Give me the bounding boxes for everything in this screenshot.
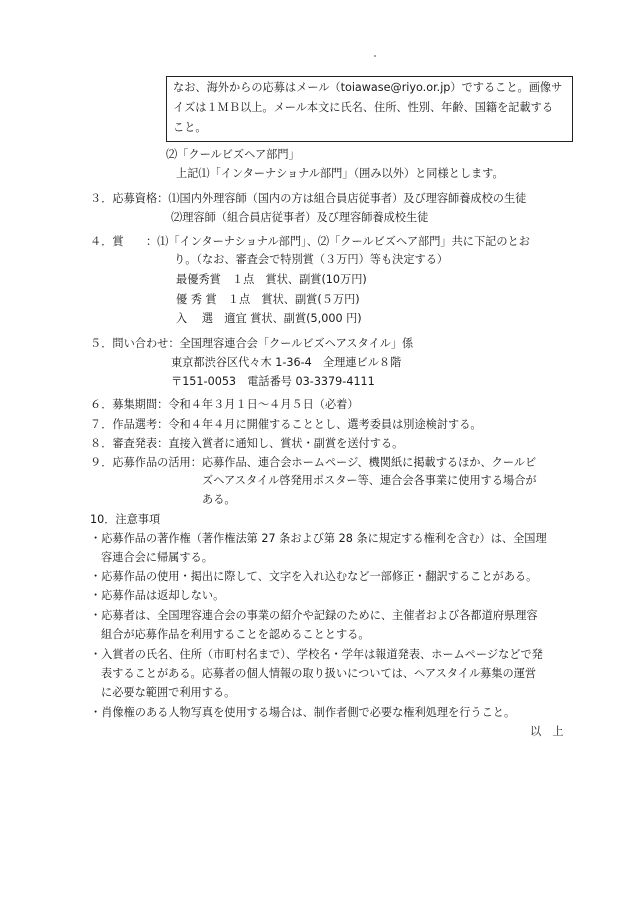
caution-line: 表することがある。応募者の個人情報の取り扱いについては、ヘアスタイル募集の運営 <box>101 667 537 680</box>
scan-speck <box>374 55 376 57</box>
section-4-line: り。（なお、審査会で特別賞（３万円）等も決定する） <box>174 253 449 266</box>
section-8: ８．審査発表：直接入賞者に通知し、賞状・副賞を送付する。 <box>90 437 404 450</box>
notice-line: こと。 <box>173 121 207 134</box>
overseas-notice-box <box>166 76 573 142</box>
section-5-line: 〒151-0053 電話番号 03-3379-4111 <box>171 375 375 388</box>
section-3-line: ⑵理容師（組合員店従事者）及び理容師養成校生徒 <box>171 211 429 224</box>
section-9-line: ある。 <box>202 493 236 506</box>
closing-mark: 以 上 <box>530 725 564 738</box>
notice-line: なお、海外からの応募はメール（toiawase@riyo.or.jp）ですること。画像サ <box>173 81 563 94</box>
coolbiz-body: 上記⑴「インターナショナル部門」（囲み以外）と同様とします。 <box>176 167 504 180</box>
prize-row: 優 秀 賞 １点 賞状、副賞(５万円) <box>176 293 360 306</box>
section-10-heading: 10．注意事項 <box>90 513 161 526</box>
notice-line: イズは１ＭＢ以上。メール本文に氏名、住所、性別、年齢、国籍を記載する <box>173 101 554 114</box>
caution-line: に必要な範囲で利用する。 <box>101 686 236 699</box>
section-6: ６．募集期間：令和４年３月１日～４月５日（必着） <box>90 398 359 411</box>
caution-line: 容連合会に帰属する。 <box>101 551 213 564</box>
caution-line: ・入賞者の氏名、住所（市町村名まで）、学校名・学年は報道発表、ホームページなどで発 <box>90 648 543 661</box>
prize-row: 入 選 適宜 賞状、副賞(5,000 円) <box>176 312 362 325</box>
section-4-line: ４．賞 ：⑴「インターナショナル部門」、⑵「クールビズヘア部門」共に下記のとお <box>90 235 530 248</box>
section-5-line: 東京都渋谷区代々木 1-36-4 全理連ビル８階 <box>171 356 402 369</box>
caution-line: ・応募作品の使用・掲出に際して、文字を入れ込むなど一部修正・翻訳することがある。 <box>90 570 538 583</box>
caution-line: ・応募作品は返却しない。 <box>90 589 225 602</box>
section-5-line: ５．問い合わせ：全国理容連合会「クールビズヘアスタイル」係 <box>90 337 414 350</box>
section-3-line: ３．応募資格：⑴国内外理容師（国内の方は組合員店従事者）及び理容師養成校の生徒 <box>90 192 527 205</box>
prize-row: 最優秀賞 １点 賞状、副賞(10万円) <box>176 273 367 286</box>
section-9-line: ズヘアスタイル啓発用ポスター等、連合会各事業に使用する場合が <box>202 474 537 487</box>
section-7: ７．作品選考：令和４年４月に開催することとし、選考委員は別途検討する。 <box>90 418 482 431</box>
caution-line: ・応募作品の著作権（著作権法第 27 条および第 28 条に規定する権利を含む）は、全国理 <box>90 532 547 545</box>
caution-line: 組合が応募作品を利用することを認めることとする。 <box>101 628 370 641</box>
caution-line: ・肖像権のある人物写真を使用する場合は、制作者側で必要な権利処理を行うこと。 <box>90 706 516 719</box>
coolbiz-heading: ⑵「クールビズヘア部門」 <box>166 148 300 161</box>
section-9-line: ９．応募作品の活用：応募作品、連合会ホームページ、機関紙に掲載するほか、クールビ <box>90 456 537 469</box>
caution-line: ・応募者は、全国理容連合会の事業の紹介や記録のために、主催者および各都道府県理容 <box>90 609 538 622</box>
